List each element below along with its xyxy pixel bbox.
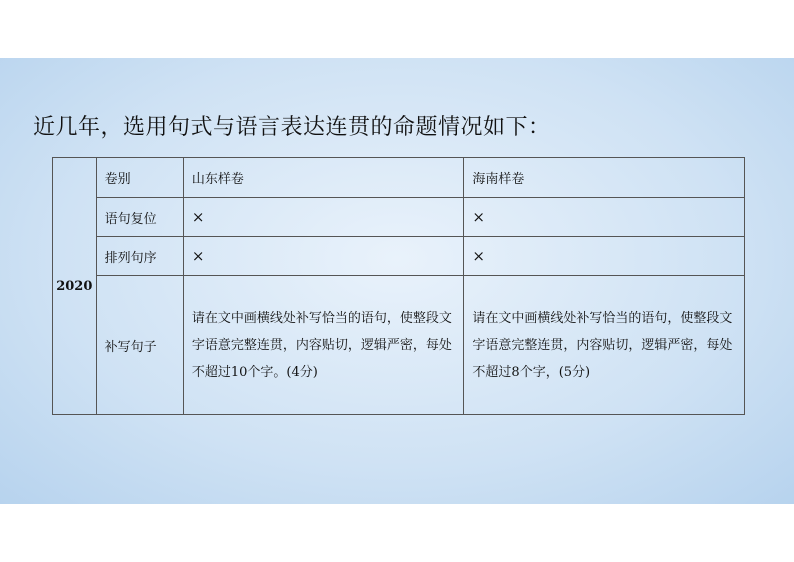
slide-title: 近几年，选用句式与语言表达连贯的命题情况如下： [33,115,551,140]
header-col-a-cell: 山东样卷 [183,158,464,198]
question-text-cell [464,276,745,415]
cross-mark: × [472,208,485,226]
year-cell: 2020 [53,158,97,415]
cross-mark-cell [464,237,745,276]
table-row [53,198,745,237]
header-col-b-cell: 海南样卷 [464,158,745,198]
table-row [53,237,745,276]
cross-mark: × [472,247,485,265]
row-label-cell: 排列句序 [96,237,183,276]
cross-mark-cell [183,198,464,237]
table-header-row [53,158,745,198]
row-label-cell: 语句复位 [96,198,183,237]
question-text: 请在文中画横线处补写恰当的语句，使整段文字语意完整连贯，内容贴切，逻辑严密，每处不超过8个字，(5分) [472,310,733,380]
question-text: 请在文中画横线处补写恰当的语句，使整段文字语意完整连贯，内容贴切，逻辑严密，每处不超过10个字。(4分) [191,310,452,380]
question-text-cell [183,276,464,415]
cross-mark: × [191,247,205,265]
cross-mark-cell [183,237,464,276]
row-label-cell: 补写句子 [96,276,183,415]
cross-mark: × [191,208,205,226]
table-row [53,276,745,415]
header-label-cell: 卷别 [96,158,183,198]
exam-table [52,157,745,415]
slide [0,58,794,504]
cross-mark-cell [464,198,745,237]
